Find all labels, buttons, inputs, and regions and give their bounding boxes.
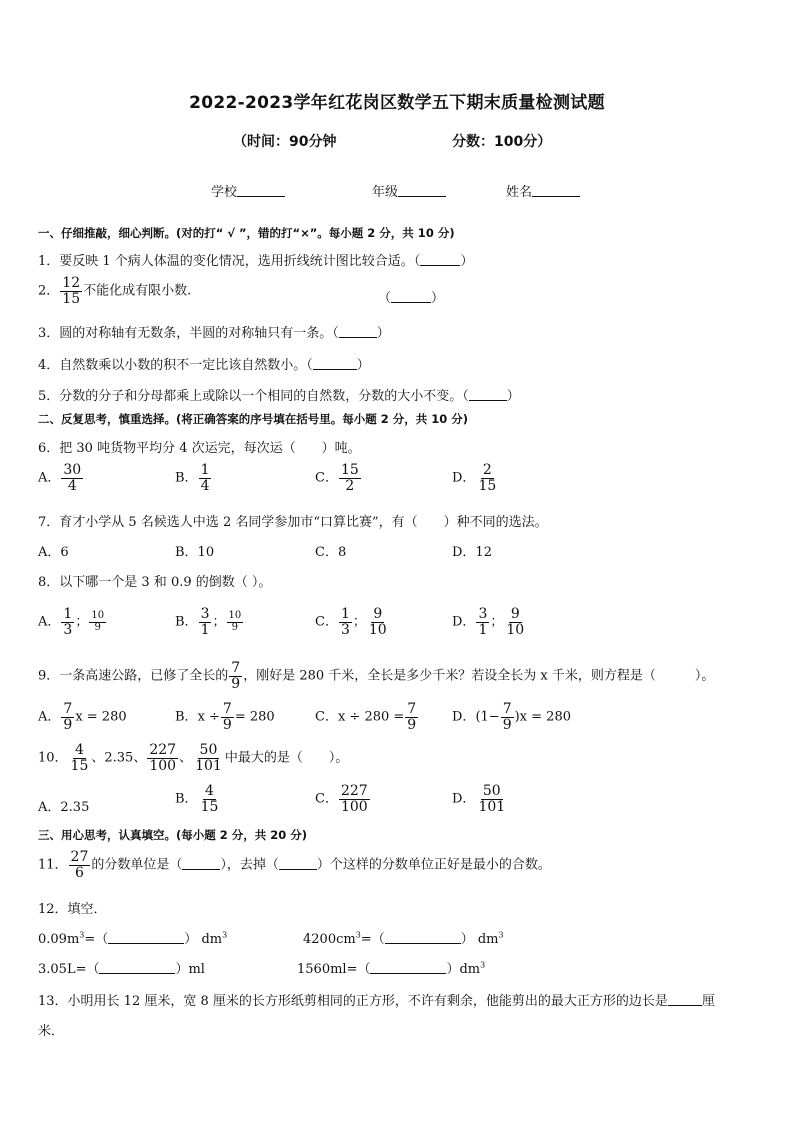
fraction <box>367 607 389 637</box>
fraction <box>476 607 489 637</box>
numerator: 12 <box>62 275 81 291</box>
question-10-text: 、2.35、 <box>91 750 147 766</box>
section-3-heading: 三、用心思考，认真填空。(每小题 2 分，共 20 分) <box>38 828 308 842</box>
quantity: 4200cm <box>303 932 356 947</box>
denominator: 6 <box>75 864 84 881</box>
option-text: x = 280 <box>75 709 127 725</box>
question-11-number: 11． <box>38 857 68 873</box>
question-12: 12．填空． <box>38 902 107 917</box>
numerator: 227 <box>149 742 177 758</box>
question-13-text: 厘 <box>701 994 715 1009</box>
question-12a <box>38 928 227 947</box>
option-10d[interactable] <box>452 784 508 814</box>
question-1-text: 1．要反映 1 个病人体温的变化情况，选用折线统计图比较合适。 <box>38 254 414 269</box>
numerator: 7 <box>231 660 241 676</box>
paren-open: （ <box>462 389 469 404</box>
name-field <box>506 181 580 200</box>
fraction <box>476 463 498 493</box>
equals: =（ <box>360 932 385 947</box>
question-5 <box>38 385 520 404</box>
paren-close: ） <box>431 291 445 306</box>
fraction <box>199 463 212 493</box>
denominator: 9 <box>502 716 512 733</box>
denominator: 9 <box>231 675 241 692</box>
fraction <box>69 743 91 773</box>
fraction <box>199 607 212 637</box>
name-label: 姓名 <box>506 185 533 200</box>
numerator: 50 <box>199 742 218 758</box>
question-4-text: 4．自然数乘以小数的积不一定比该自然数小。 <box>38 358 307 373</box>
unit: ）ml <box>175 962 205 977</box>
fraction <box>199 784 221 814</box>
answer-blank-2[interactable] <box>391 290 431 303</box>
option-6b[interactable] <box>175 463 212 493</box>
denominator: 1 <box>478 621 488 638</box>
paren-open: （ <box>378 291 392 306</box>
superscript: 3 <box>222 930 228 940</box>
separator: 、 <box>179 750 193 766</box>
fraction <box>61 702 74 732</box>
paren-open: （ <box>332 326 339 341</box>
school-blank[interactable] <box>237 184 285 197</box>
numerator: 50 <box>482 783 501 799</box>
school-field <box>211 181 285 200</box>
quantity: 0.09m <box>38 932 80 947</box>
option-8a[interactable]: A． $\frac{1}{3}$ ； $\frac{10}{9}$ <box>38 606 105 638</box>
option-6a[interactable] <box>38 463 84 493</box>
fraction <box>60 276 82 306</box>
denominator: 4 <box>200 477 210 494</box>
question-13-tail: 米． <box>38 1024 65 1039</box>
option-7a[interactable]: A．6 <box>38 545 69 560</box>
fraction <box>339 607 352 637</box>
numerator: 10 <box>91 610 105 622</box>
question-9-text: 9．一条高速公路，已修了全长的 <box>38 668 229 684</box>
question-9-text-tail: ，刚好是 280 千米，全长是多少千米？若设全长为 x 千米，则方程是（ ）。 <box>243 668 715 684</box>
question-11 <box>38 850 551 880</box>
paren-open: （ <box>306 358 313 373</box>
fraction <box>61 463 83 493</box>
option-text: )x = 280 <box>514 709 571 725</box>
answer-blank-12d[interactable] <box>370 961 446 974</box>
section-2-heading: 二、反复思考，慎重选择。(将正确答案的序号填在括号里。每小题 2 分，共 10 分) <box>38 412 469 426</box>
option-6c[interactable] <box>315 463 362 493</box>
option-10b[interactable] <box>175 784 221 814</box>
option-label: B． <box>175 709 198 725</box>
question-1 <box>38 250 473 269</box>
superscript: 3 <box>498 930 504 940</box>
question-11-text: 的分数单位是（ <box>91 857 183 873</box>
denominator: 3 <box>340 621 350 638</box>
question-2 <box>38 276 191 306</box>
fraction <box>61 607 74 637</box>
numerator: 9 <box>373 606 383 622</box>
numerator: 1 <box>200 462 210 478</box>
answer-2 <box>378 287 444 306</box>
numerator: 3 <box>478 606 488 622</box>
option-8b[interactable]: B． $\frac{3}{1}$ ； $\frac{10}{9}$ <box>175 606 242 638</box>
denominator: 9 <box>63 716 73 733</box>
question-10-number: 10． <box>38 750 68 766</box>
option-7b[interactable]: B．10 <box>175 545 215 560</box>
question-2-text: 不能化成有限小数. <box>83 283 192 299</box>
grade-field <box>372 181 446 200</box>
paren-close: ） <box>356 358 370 373</box>
answer-blank-11b[interactable] <box>279 857 317 870</box>
answer-blank-13[interactable] <box>668 993 702 1006</box>
fraction <box>69 850 91 880</box>
denominator: 4 <box>67 477 77 494</box>
unit: dm <box>201 932 223 947</box>
fraction <box>89 611 106 633</box>
section-1-heading: 一、仔细推敲，细心判断。(对的打“ √ ”，错的打“×”。每小题 2 分，共 10 分) <box>38 226 455 240</box>
fraction <box>501 702 514 732</box>
paren-close: ） <box>184 932 198 947</box>
paren-close: ） <box>460 254 474 269</box>
option-9c[interactable] <box>315 702 419 732</box>
question-12c <box>38 958 205 977</box>
numerator: 15 <box>340 462 359 478</box>
option-label: D． <box>452 470 476 486</box>
option-9b[interactable] <box>175 702 275 732</box>
option-label: B． <box>175 614 198 630</box>
option-10a[interactable]: A．2.35 <box>38 800 90 815</box>
question-6: 6．把 30 吨货物平均分 4 次运完，每次运（ ）吨。 <box>38 441 361 456</box>
question-7: 7．育才小学从 5 名候选人中选 2 名同学参加市“口算比赛”，有（ ）种不同的选法。 <box>38 515 548 530</box>
fraction <box>227 611 244 633</box>
exam-time: （时间：90分钟 <box>233 134 337 150</box>
option-label: A． <box>38 614 61 630</box>
denominator: 15 <box>478 477 497 494</box>
fraction <box>476 784 507 814</box>
fraction <box>193 743 224 773</box>
superscript: 3 <box>480 960 486 970</box>
question-3 <box>38 322 390 341</box>
answer-blank-12c[interactable] <box>99 961 175 974</box>
grade-blank[interactable] <box>398 184 446 197</box>
numerator: 2 <box>482 462 492 478</box>
denominator: 10 <box>368 621 387 638</box>
denominator: 3 <box>63 621 73 638</box>
question-11-text: ），去掉（ <box>220 857 279 873</box>
denominator: 9 <box>94 621 101 633</box>
answer-blank-4[interactable] <box>313 357 357 370</box>
option-9a[interactable] <box>38 702 127 732</box>
answer-blank-3[interactable] <box>339 325 377 338</box>
option-8c[interactable]: C． $\frac{1}{3}$ ； $\frac{9}{10}$ <box>315 606 387 638</box>
numerator: 9 <box>510 606 520 622</box>
quantity: 3.05L=（ <box>38 962 100 977</box>
fraction <box>229 661 242 691</box>
option-text: x ÷ <box>197 709 220 725</box>
option-label: A． <box>38 470 61 486</box>
denominator: 101 <box>195 757 222 774</box>
question-13-text: 13．小明用长 12 厘米，宽 8 厘米的长方形纸剪相同的正方形，不许有剩余，他能剪出的最大正方形的边长是 <box>38 994 668 1009</box>
quantity: 1560ml=（ <box>297 962 371 977</box>
paren-close: ） <box>506 389 520 404</box>
grade-label: 年级 <box>372 185 399 200</box>
denominator: 9 <box>222 716 232 733</box>
numerator: 227 <box>340 783 368 799</box>
question-10 <box>38 743 348 773</box>
option-label: C． <box>315 470 338 486</box>
denominator: 15 <box>200 798 219 815</box>
fraction <box>504 607 526 637</box>
unit: dm <box>477 932 499 947</box>
question-10-text-tail: 中最大的是（ ）。 <box>224 750 349 766</box>
denominator: 9 <box>407 716 417 733</box>
name-blank[interactable] <box>532 184 580 197</box>
numerator: 3 <box>200 606 210 622</box>
numerator: 7 <box>63 701 73 717</box>
answer-blank-12a[interactable] <box>108 931 184 944</box>
option-label: D． <box>452 791 476 807</box>
option-7d[interactable]: D．12 <box>452 545 492 560</box>
numerator: 1 <box>340 606 350 622</box>
paren-close: ） <box>460 932 474 947</box>
denominator: 101 <box>478 798 506 815</box>
page-title: 2022-2023学年红花岗区数学五下期末质量检测试题 <box>189 93 605 113</box>
denominator: 15 <box>70 757 89 774</box>
question-2-number: 2． <box>38 283 60 299</box>
option-text: = 280 <box>234 709 275 725</box>
question-8: 8．以下哪一个是 3 和 0.9 的倒数（ ）。 <box>38 575 272 590</box>
option-10c[interactable] <box>315 784 371 814</box>
denominator: 9 <box>231 621 239 633</box>
denominator: 1 <box>200 621 210 638</box>
option-9d[interactable] <box>452 702 571 732</box>
exam-score: 分数：100分） <box>452 134 552 150</box>
numerator: 30 <box>63 462 82 478</box>
numerator: 4 <box>205 783 214 799</box>
denominator: 100 <box>340 798 368 815</box>
denominator: 15 <box>62 290 81 307</box>
option-7c[interactable]: C．8 <box>315 545 347 560</box>
question-13 <box>38 990 715 1009</box>
unit: ）dm <box>446 962 481 977</box>
question-11-text: ）个这样的分数单位正好是最小的合数。 <box>316 857 551 873</box>
question-12b <box>303 928 504 947</box>
option-label: D． <box>452 614 476 630</box>
option-text: (1− <box>475 709 500 725</box>
denominator: 100 <box>149 757 177 774</box>
option-6d[interactable] <box>452 463 499 493</box>
fraction <box>221 702 234 732</box>
paren-open: （ <box>413 254 421 269</box>
option-label: D． <box>452 709 476 725</box>
paren-close: ） <box>376 326 390 341</box>
fraction <box>339 784 370 814</box>
numerator: 1 <box>63 606 73 622</box>
question-12d <box>297 958 485 977</box>
numerator: 7 <box>222 701 232 717</box>
superscript: 3 <box>79 930 85 940</box>
question-9 <box>38 661 714 691</box>
question-4 <box>38 354 370 373</box>
answer-blank-1[interactable] <box>420 253 460 266</box>
superscript: 3 <box>355 930 361 940</box>
question-3-text: 3．圆的对称轴有无数条，半圆的对称轴只有一条。 <box>38 326 333 341</box>
question-5-text: 5．分数的分子和分母都乘上或除以一个相同的自然数，分数的大小不变。 <box>38 389 463 404</box>
numerator: 7 <box>407 701 417 717</box>
option-text: x ÷ 280 = <box>337 709 405 725</box>
answer-blank-12b[interactable] <box>385 931 461 944</box>
numerator: 27 <box>70 849 89 865</box>
answer-blank-5[interactable] <box>469 388 507 401</box>
option-label: B． <box>175 470 198 486</box>
answer-blank-11a[interactable] <box>182 857 220 870</box>
option-label: C． <box>315 614 338 630</box>
fraction <box>405 702 418 732</box>
option-label: C． <box>315 709 338 725</box>
denominator: 2 <box>345 477 355 494</box>
denominator: 10 <box>506 621 525 638</box>
fraction <box>147 743 178 773</box>
numerator: 10 <box>228 610 242 622</box>
school-label: 学校 <box>211 185 238 200</box>
numerator: 7 <box>502 701 512 717</box>
option-label: C． <box>315 791 338 807</box>
option-label: A． <box>38 709 61 725</box>
numerator: 4 <box>75 742 84 758</box>
fraction <box>339 463 361 493</box>
equals: =（ <box>84 932 109 947</box>
option-8d[interactable]: D． $\frac{3}{1}$ ； $\frac{9}{10}$ <box>452 606 525 638</box>
option-label: B． <box>175 791 198 807</box>
